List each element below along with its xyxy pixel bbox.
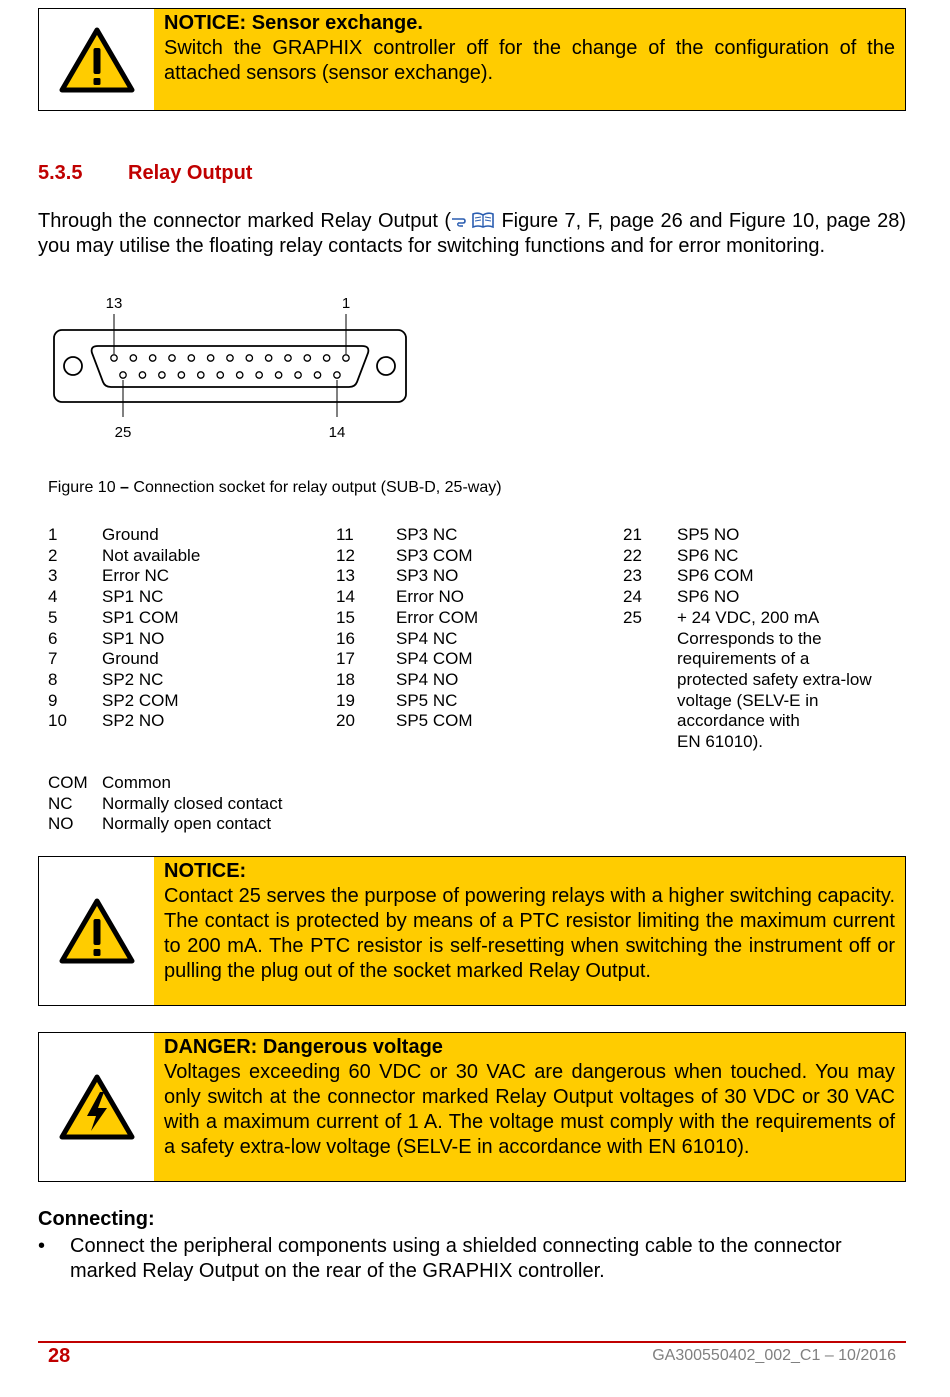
pin-row [623,608,872,629]
pointing-hand-icon [451,214,471,228]
bullet-dot-icon: • [38,1235,46,1257]
connector-pin [285,355,291,361]
connector-pin [130,355,136,361]
connector-pin [139,372,145,378]
pin-number: 8 [48,669,58,689]
connector-pin [111,355,117,361]
pin-label-1: 1 [341,295,351,312]
abbreviation: NC [48,793,73,813]
abbreviation-row [48,794,282,815]
pin-row [336,525,478,546]
connector-pin [149,355,155,361]
pin-row [336,587,478,608]
connector-pin [323,355,329,361]
connector-pin [207,355,213,361]
pin-row [336,629,478,650]
pin25-notes [677,629,872,753]
pin-label: SP2 NO [102,711,165,731]
abbreviation-meaning: Normally open contact [102,814,272,834]
pin-column-3 [623,525,872,753]
pin-label: SP2 NC [102,669,164,689]
pin-label: SP4 NO [396,669,459,689]
pin-label: Ground [102,649,159,669]
caption-prefix: Figure 10 [48,479,121,496]
pin-number: 17 [336,649,355,669]
connector-pin [188,355,194,361]
pin-number: 11 [336,525,354,544]
book-reference-icon [471,211,495,229]
intro-text-before: Through the connector marked Relay Output ( [38,210,452,232]
subd25-connector-diagram [48,290,418,450]
pin-row [336,670,478,691]
connector-pin [334,372,340,378]
section-title: Relay Output [128,162,253,184]
connector-pin [169,355,175,361]
pin-label: SP3 NC [396,525,458,544]
figure-caption [48,479,502,497]
pin-row [623,525,872,546]
pin-number: 24 [623,587,642,607]
connector-pin [314,372,320,378]
connector-pin [265,355,271,361]
pin25-note-line: protected safety extra-low [677,669,872,689]
pin-row [336,546,478,567]
pin-row [48,670,200,691]
pin-number: 20 [336,711,355,731]
mounting-hole-right [377,357,395,375]
connector-pins [111,355,349,378]
pin-row [48,649,200,670]
connector-pin [295,372,301,378]
pin-row [48,566,200,587]
notice-sensor-exchange [38,8,906,111]
pin-number: 10 [48,711,67,731]
pin-label: SP6 NC [677,545,739,565]
pin-label-13: 13 [105,295,123,312]
abbreviation: NO [48,814,74,834]
pin-label: SP4 COM [396,649,473,669]
pin-label: SP2 COM [102,690,179,710]
pin-row [48,546,200,567]
pin-label-14: 14 [328,424,346,441]
pin-number: 16 [336,628,355,648]
pin-label: SP4 NC [396,628,458,648]
pin-label: Ground [102,525,159,544]
pin-number: 22 [623,545,642,565]
pin-number: 1 [48,525,58,544]
pin-column-2 [336,525,478,732]
connector-pin [343,355,349,361]
connector-pin [246,355,252,361]
pin-number: 13 [336,566,355,586]
connector-pin [178,372,184,378]
danger-dangerous-voltage [38,1032,906,1182]
caption-text: Connection socket for relay output (SUB-D, 25-way) [128,479,502,496]
mounting-hole-left [64,357,82,375]
pin-row [48,608,200,629]
pin-row [623,587,872,608]
pin-label: SP1 NC [102,587,164,607]
pin-number: 12 [336,545,355,565]
pin-number: 18 [336,669,355,689]
warning-icon-cell [39,857,154,1005]
pin-label: Error NC [102,566,170,586]
notice-text: Contact 25 serves the purpose of powering relays with a higher switching capacity. The contact is protected by means of a PTC resistor limiting the maximum current to 200 mA. The PTC resistor is self-resetting when switching the instrument off or pulling the plug out of the socket marked Relay Output. [164,885,895,982]
pin-row [336,691,478,712]
abbreviation-row [48,814,282,835]
caption-dash: – [120,479,129,496]
pin-label: SP5 NC [396,690,458,710]
connector-pin [217,372,223,378]
high-voltage-icon [59,1074,135,1140]
connector-pin [198,372,204,378]
abbreviation-row [48,773,282,794]
danger-text: Voltages exceeding 60 VDC or 30 VAC are dangerous when touched. You may only switch at the connector marked Relay Output voltages of 30 VDC or 30 VAC with a maximum current of 1 A. The voltage must comply with the requirements of a safety extra-low voltage (SELV-E in accordance with EN 61010). [164,1061,895,1158]
notice-text: Switch the GRAPHIX controller off for the change of the configuration of the attached sensors (sensor exchange). [164,37,895,84]
pin-number: 7 [48,649,58,669]
pin-label: + 24 VDC, 200 mA [677,607,820,627]
pin-row [48,691,200,712]
pin-label: SP3 NO [396,566,459,586]
footer-rule [38,1341,906,1343]
pin-label-25: 25 [114,424,132,441]
pin25-note-line: requirements of a [677,649,810,669]
pin25-note-line: accordance with [677,711,800,731]
pin-row [48,629,200,650]
abbreviation-meaning: Common [102,773,171,792]
abbreviation-list [48,773,282,835]
pin-label: SP6 COM [677,566,754,586]
pin-label: Not available [102,545,201,565]
connector-pin [159,372,165,378]
notice-title: NOTICE: [164,860,247,882]
pin25-note-line: Corresponds to the [677,628,822,648]
page-number: 28 [48,1345,71,1367]
pin-row [48,525,200,546]
danger-icon-cell [39,1033,154,1181]
pin-row [48,711,200,732]
pin-label: Error NO [396,587,464,607]
pin-row [336,608,478,629]
document-id: GA300550402_002_C1 – 10/2016 [652,1347,896,1364]
connecting-bullet [38,1234,906,1284]
pin-label: SP1 NO [102,628,165,648]
abbreviation: COM [48,773,88,792]
pin-row [48,587,200,608]
connector-pin [256,372,262,378]
pin-label: SP3 COM [396,545,473,565]
intro-text-after: Figure 7, F, page 26 and Figure 10, page 28) you may utilise the floating relay contacts for switching functions and for error monitoring. [38,210,906,257]
pin-label: SP5 COM [396,711,473,731]
pin-row [336,566,478,587]
pin-number: 3 [48,566,58,586]
pin25-note-line: voltage (SELV-E in [677,690,819,710]
intro-paragraph [38,209,906,259]
pin-label: SP1 COM [102,607,179,627]
notice-contact-25 [38,856,906,1006]
pin-label: SP5 NO [677,525,740,544]
pin-column-1 [48,525,200,732]
warning-triangle-icon [59,27,135,93]
pin-number: 19 [336,690,355,710]
pin-label: Error COM [396,607,479,627]
connector-shell [54,330,406,402]
warning-icon-cell [39,9,154,110]
pin-number: 4 [48,587,58,607]
pin25-note-line: EN 61010). [677,732,763,752]
pin-label: SP6 NO [677,587,740,607]
connector-pin [120,372,126,378]
connector-pin [237,372,243,378]
pin-number: 9 [48,690,58,710]
pin-row [623,566,872,587]
notice-title: NOTICE: Sensor exchange. [164,12,423,34]
pin-number: 2 [48,545,58,565]
pin-number: 15 [336,607,355,627]
connecting-heading: Connecting: [38,1208,155,1230]
connector-pin [275,372,281,378]
abbreviation-meaning: Normally closed contact [102,793,283,813]
connector-pin [304,355,310,361]
section-number: 5.3.5 [38,162,83,184]
pin-number: 25 [623,607,642,627]
danger-title: DANGER: Dangerous voltage [164,1036,443,1058]
warning-triangle-icon [59,898,135,964]
pin-number: 14 [336,587,355,607]
pin-number: 6 [48,628,58,648]
connector-d-shape [92,346,369,387]
pin-row [336,711,478,732]
pin-row [623,546,872,567]
pin-number: 5 [48,607,58,627]
pin-number: 21 [623,525,642,544]
pin-row [336,649,478,670]
section-heading [38,162,252,185]
connector-pin [227,355,233,361]
bullet-text: Connect the peripheral components using a shielded connecting cable to the connector marked Relay Output on the rear of the GRAPHIX controller. [70,1235,842,1282]
pin-number: 23 [623,566,642,586]
